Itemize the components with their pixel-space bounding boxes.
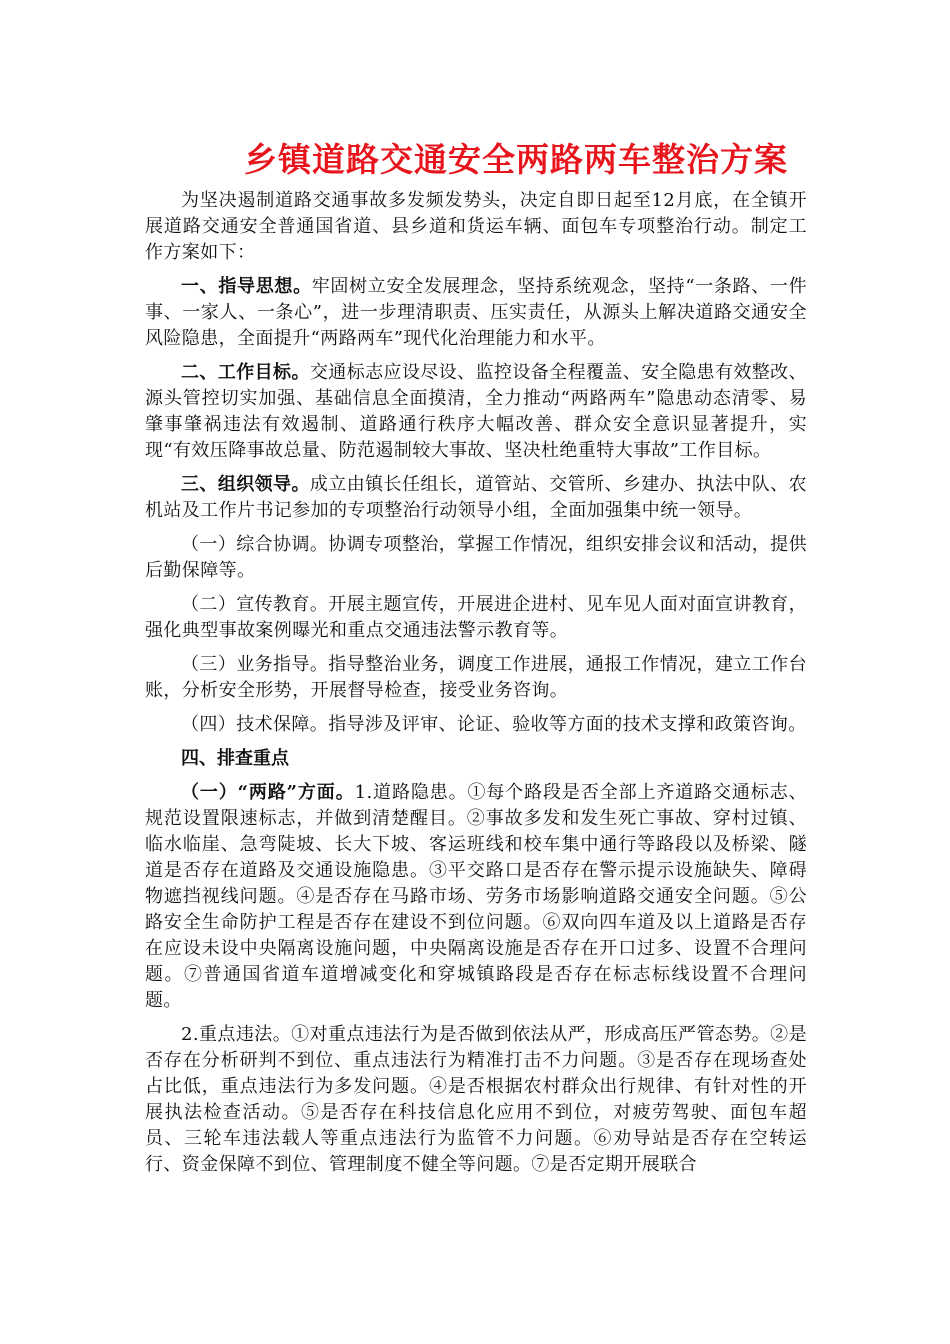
intro-paragraph: 为坚决遏制道路交通事故多发频发势头，决定自即日起至12月底，在全镇开展道路交通安全普通国省道、县乡道和货运车辆、面包车专项整治行动。制定工作方案如下： — [145, 190, 807, 263]
section-key-violations: 2.重点违法。①对重点违法行为是否做到依法从严，形成高压严管态势。②是否存在分析研判不到位、重点违法行为精准打击不力问题。③是否存在现场查处占比低，重点违法行为多发问题。④是否根据农村群众出行规律、有针对性的开展执法检查活动。⑤是否存在科技信息化应用不到位，对疲劳驾驶、面包车超员、三轮车违法载人等重点违法行为监管不力问题。⑥劝导站是否存在空转运行、资金保障不到位、管理制度不健全等问题。⑦是否定期开展联合 — [145, 1024, 807, 1175]
sub-item-guidance: （三）业务指导。指导整治业务，调度工作进展，通报工作情况，建立工作台账，分析安全形势，开展督导检查，接受业务咨询。 — [145, 654, 807, 701]
section-text: 牢固树立安全发展理念，坚持系统观念，坚持“一条路、一件事、一家人、一条心”，进一步理清职责、压实责任，从源头上解决道路交通安全风险隐患，全面提升“两路两车”现代化治理能力和水平。 — [145, 276, 807, 349]
section-guiding-ideology — [145, 274, 807, 352]
document-title: 乡镇道路交通安全两路两车整治方案 — [244, 140, 788, 179]
sub-item-publicity: （二）宣传教育。开展主题宣传，开展进企进村、见车见人面对面宣讲教育，强化典型事故案例曝光和重点交通违法警示教育等。 — [145, 594, 807, 641]
section-text: 1.道路隐患。①每个路段是否全部上齐道路交通标志、规范设置限速标志，并做到清楚醒目。②事故多发和发生死亡事故、穿村过镇、临水临崖、急弯陡坡、长大下坡、客运班线和校车集中通行等路段以及桥梁、隧道是否存在道路及交通设施隐患。③平交路口是否存在警示提示设施缺失、障碍物遮挡视线问题。④是否存在马路市场、劳务市场影响道路交通安全问题。⑤公路安全生命防护工程是否存在建设不到位问题。⑥双向四车道及以上道路是否存在应设未设中央隔离设施问题，中央隔离设施是否存在开口过多、设置不合理问题。⑦普通国省道车道增减变化和穿城镇路段是否存在标志标线设置不合理问题。 — [145, 782, 807, 1011]
section-lead: 三、组织领导。 — [181, 474, 310, 495]
sub-item-technical: （四）技术保障。指导涉及评审、论证、验收等方面的技术支撑和政策咨询。 — [181, 714, 807, 735]
section-two-roads — [145, 780, 807, 1014]
section-lead: 一、指导思想。 — [181, 276, 312, 297]
document-page — [145, 138, 807, 1186]
section-work-goals — [145, 360, 807, 464]
section-lead: （一）“两路”方面。 — [181, 782, 355, 803]
section-organization — [145, 472, 807, 524]
section-text: 成立由镇长任组长，道管站、交管所、乡建办、执法中队、农机站及工作片书记参加的专项整治行动领导小组，全面加强集中统一领导。 — [145, 474, 807, 521]
section-text: 交通标志应设尽设、监控设备全程覆盖、安全隐患有效整改、源头管控切实加强、基础信息全面摸清，全力推动“两路两车”隐患动态清零、易肇事肇祸违法有效遏制、道路通行秩序大幅改善、群众安全意识显著提升，实现“有效压降事故总量、防范遏制较大事故、坚决杜绝重特大事故”工作目标。 — [145, 362, 807, 461]
section-heading-inspection: 四、排查重点 — [181, 748, 289, 769]
section-lead: 二、工作目标。 — [181, 362, 310, 383]
sub-item-coordination: （一）综合协调。协调专项整治，掌握工作情况，组织安排会议和活动，提供后勤保障等。 — [145, 534, 807, 581]
